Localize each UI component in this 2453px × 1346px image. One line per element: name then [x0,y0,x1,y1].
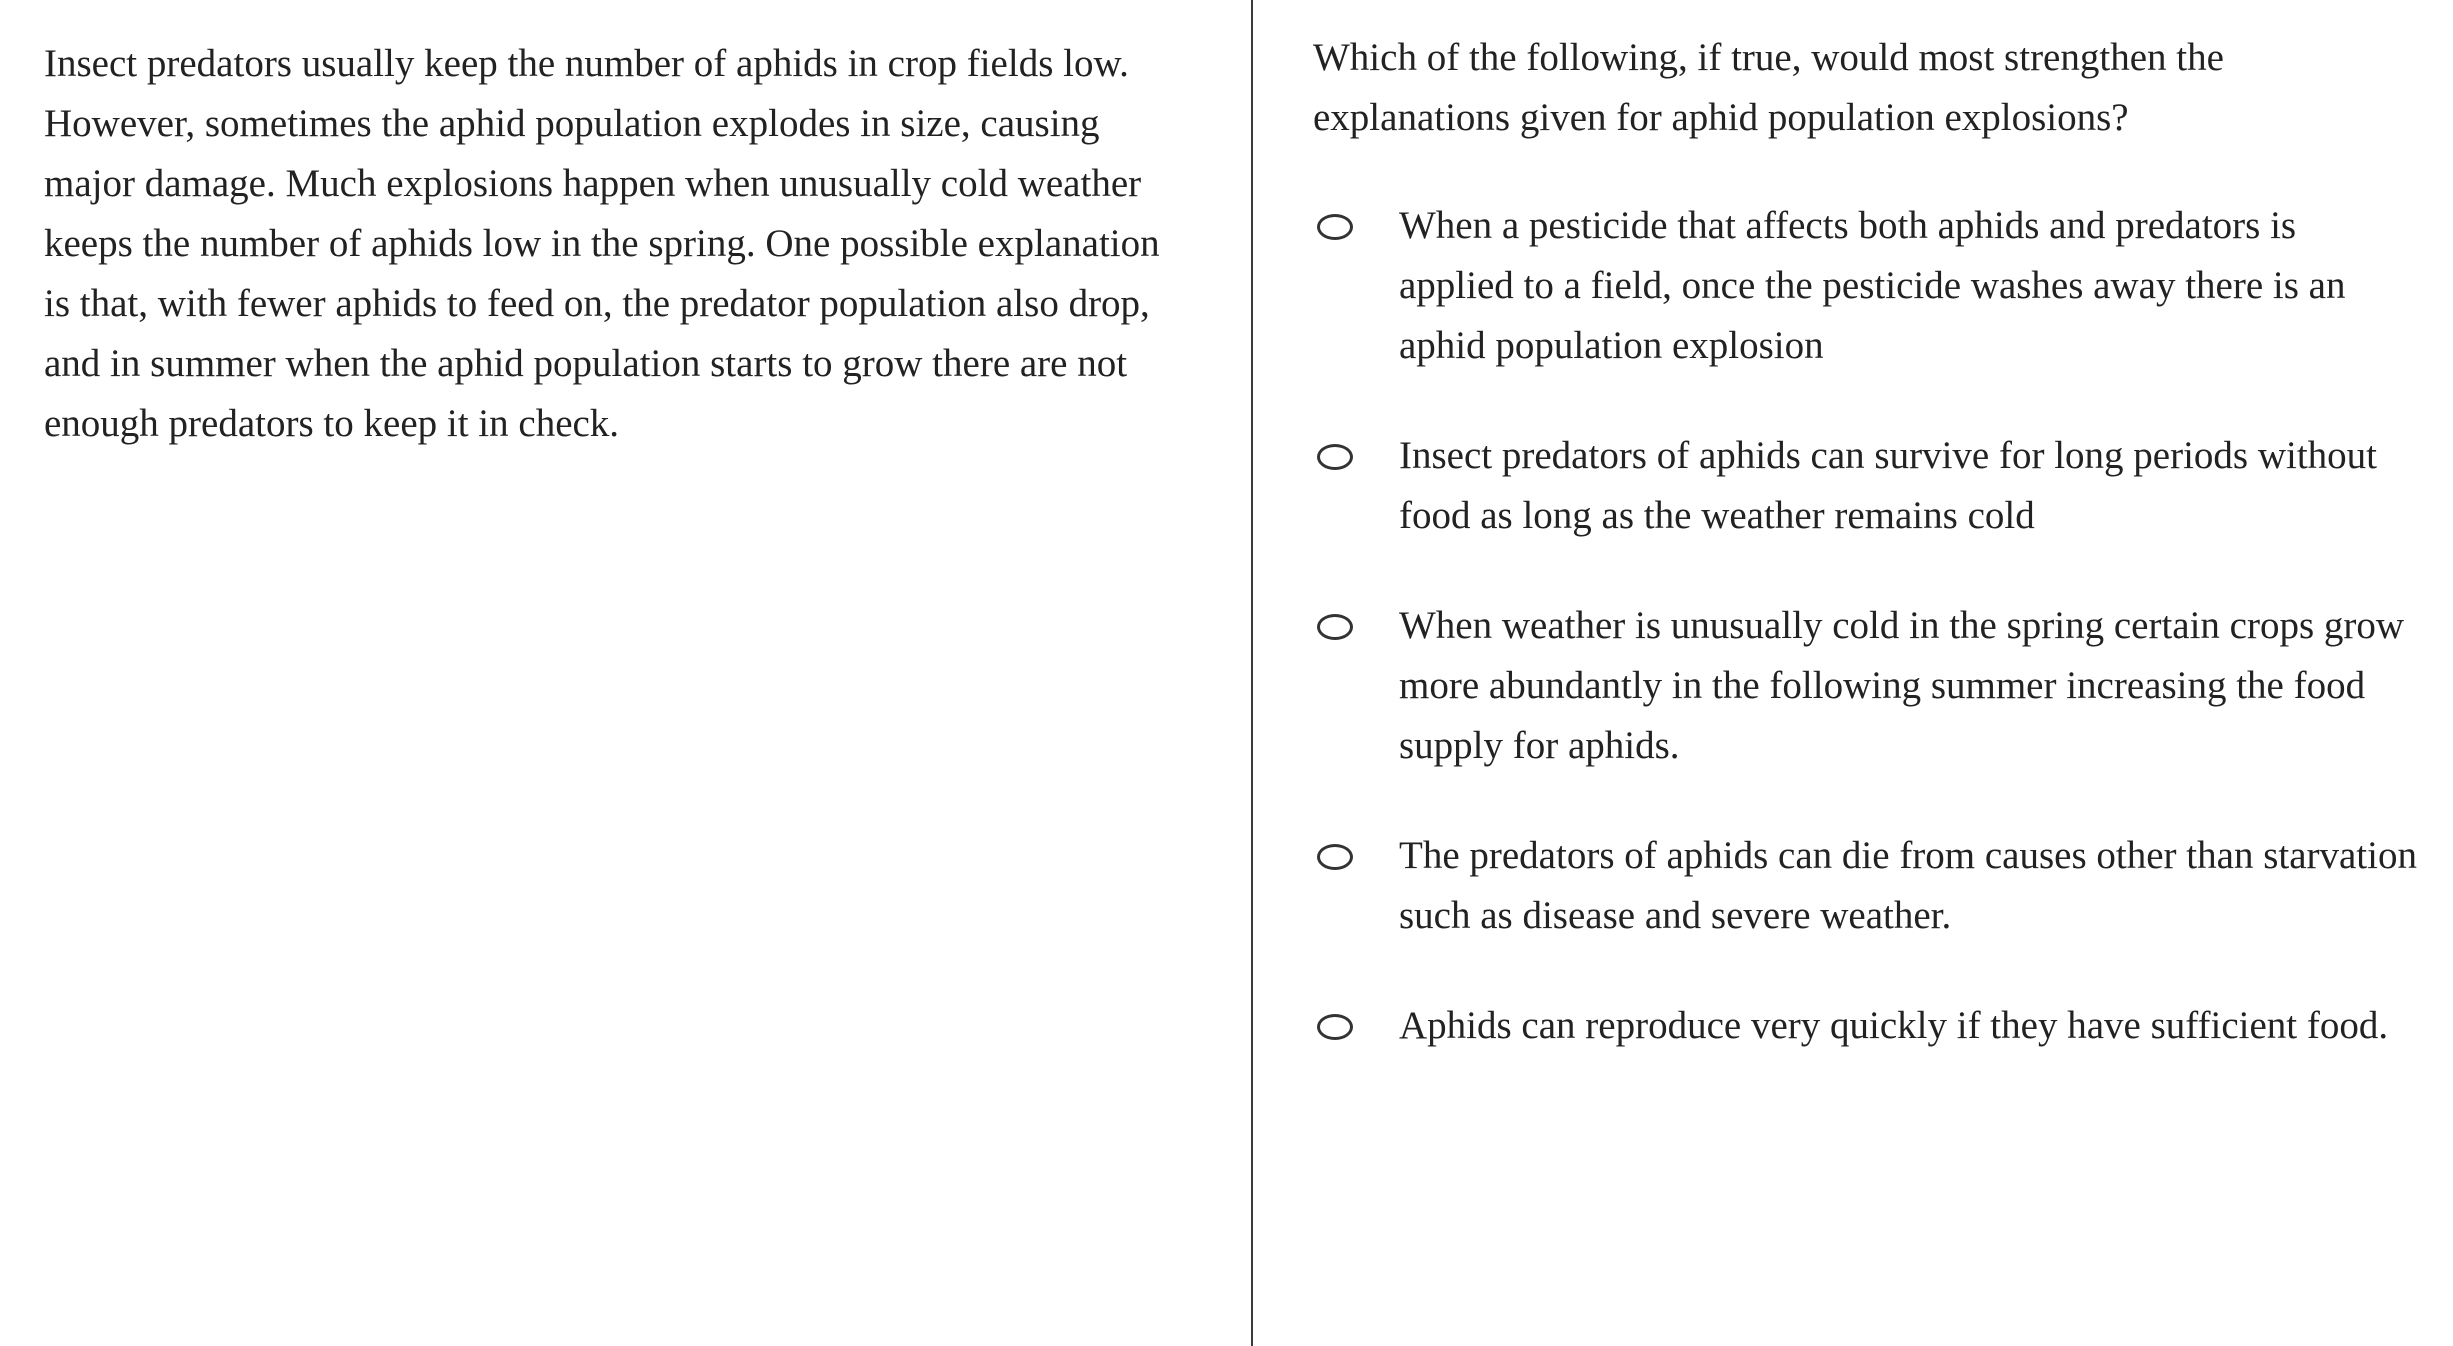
question-stem: Which of the following, if true, would most strengthen the explanations given for aphid population explosions? [1313,36,2224,139]
radio-button-d[interactable] [1317,844,1353,870]
radio-button-e[interactable] [1317,1014,1353,1040]
answer-option-c-label: When weather is unusually cold in the spring certain crops grow more abundantly in the following summer increasing the food supply for aphids. [1399,604,2405,767]
passage-text: Insect predators usually keep the number of aphids in crop fields low. However, sometimes the aphid population explodes in size, causing major damage. Much explosions happen when unusually cold weather keeps the number of aphids low in the spring. One possible explanation is that, with fewer aphids to feed on, the predator population also drop, and in summer when the aphid population starts to grow there are not enough predators to keep it in check. [44,42,1160,445]
radio-button-c[interactable] [1317,614,1353,640]
answer-option-b-label: Insect predators of aphids can survive for long periods without food as long as the weather remains cold [1399,434,2378,537]
answer-option-a-label: When a pesticide that affects both aphids and predators is applied to a field, once the pesticide washes away there is an aphid population explosion [1399,204,2346,367]
radio-button-a[interactable] [1317,214,1353,240]
question-pane [1313,0,2423,1346]
answer-option-e-label: Aphids can reproduce very quickly if they have sufficient food. [1399,1004,2389,1047]
pane-divider [1251,0,1253,1346]
radio-button-b[interactable] [1317,444,1353,470]
answer-option-d-label: The predators of aphids can die from causes other than starvation such as disease and severe weather. [1399,834,2417,937]
